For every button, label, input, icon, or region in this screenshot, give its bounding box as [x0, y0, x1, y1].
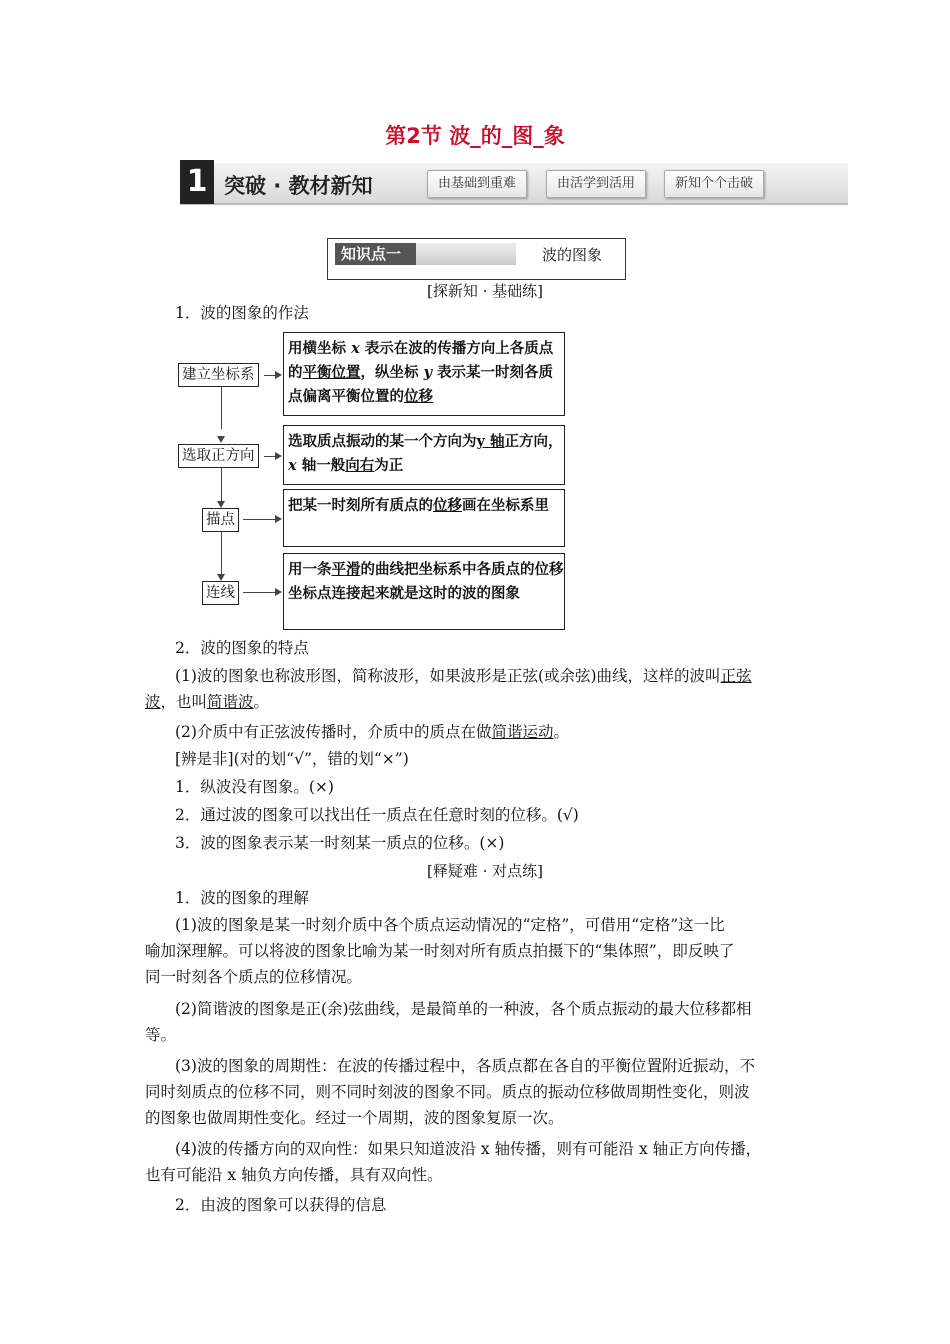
- judge-item: 2．通过波的图象可以找出任一质点在任意时刻的位移。(√): [175, 806, 579, 824]
- knowledge-point-title: 波的图象: [541, 246, 602, 264]
- flow-step-label: 连线: [202, 581, 239, 605]
- flow-arrow-right: [275, 452, 282, 460]
- flow-step-label: 选取正方向: [178, 444, 259, 468]
- judge-item: 3．波的图象表示某一时刻某一质点的位移。(×): [175, 834, 505, 852]
- flow-step-box: 把某一时刻所有质点的位移画在坐标系里: [283, 489, 565, 547]
- understand-paragraph: (3)波的图象的周期性：在波的传播过程中，各质点都在各自的平衡位置附近振动，不 同时刻质点的位移不同，则不同时刻波的图象不同。质点的振动位移做周期性变化，则波 的图象也做周期性变化。经过一个周期，波的图象复原一次。: [145, 1057, 755, 1127]
- page-title: 第2节 波_的_图_象: [385, 124, 565, 148]
- knowledge-point-tag: 知识点一: [335, 243, 421, 265]
- flow-connector: [243, 592, 276, 593]
- info-heading: 2．由波的图象可以获得的信息: [175, 1196, 387, 1214]
- judge-heading: [辨是非](对的划“√”，错的划“×”): [175, 750, 409, 768]
- subheading-explore: [探新知 · 基础练]: [427, 282, 544, 300]
- flow-step-box: 用一条平滑的曲线把坐标系中各质点的位移坐标点连接起来就是这时的波的图象: [283, 553, 565, 630]
- basic-to-hard-button[interactable]: 由基础到重难: [427, 170, 527, 198]
- flow-arrow-right: [275, 371, 282, 379]
- flow-connector: [221, 530, 222, 575]
- feature-paragraph: (2)介质中有正弦波传播时，介质中的质点在做简谐运动。: [175, 723, 569, 741]
- flow-step-label: 建立坐标系: [178, 363, 259, 387]
- knowledge-point-bar: [416, 243, 516, 265]
- flow-step-box: 用横坐标 x 表示在波的传播方向上各质点的平衡位置，纵坐标 y 表示某一时刻各质点偏离平衡位置的位移: [283, 332, 565, 416]
- understand-paragraph: (1)波的图象是某一时刻介质中各个质点运动情况的“定格”，可借用“定格”这一比 喻加深理解。可以将波的图象比喻为某一时刻对所有质点拍摄下的“集体照”，即反映了 同一时刻各个质点的位移情况。: [145, 916, 735, 986]
- flow-connector: [221, 385, 222, 429]
- flow-arrow-down: [217, 574, 225, 581]
- flow-arrow-down: [217, 501, 225, 508]
- flow-arrow-right: [275, 515, 282, 523]
- flow-connector: [243, 519, 276, 520]
- feature-paragraph: (1)波的图象也称波形图，简称波形，如果波形是正弦(或余弦)曲线，这样的波叫正弦 波，也叫简谐波。: [145, 667, 752, 711]
- flow-arrow-right: [275, 588, 282, 596]
- understand-paragraph: (4)波的传播方向的双向性：如果只知道波沿 x 轴传播，则有可能沿 x 轴正方向传播， 也有可能沿 x 轴负方向传播，具有双向性。: [145, 1140, 762, 1184]
- banner-number: 1: [180, 160, 214, 204]
- understand-heading: 1．波的图象的理解: [175, 889, 309, 907]
- flow-arrow-down: [217, 436, 225, 443]
- banner-title: 突破 · 教材新知: [224, 174, 373, 198]
- judge-item: 1．纵波没有图象。(×): [175, 778, 334, 796]
- section1-heading: 1．波的图象的作法: [175, 304, 309, 322]
- flow-step-box: 选取质点振动的某一个方向为y 轴正方向，x 轴一般向右为正: [283, 425, 565, 485]
- flow-connector: [221, 466, 222, 502]
- learn-to-apply-button[interactable]: 由活学到活用: [546, 170, 646, 198]
- subheading-explain: [释疑难 · 对点练]: [427, 862, 544, 880]
- flow-step-label: 描点: [202, 508, 239, 532]
- section2-heading: 2．波的图象的特点: [175, 639, 309, 657]
- understand-paragraph: (2)简谐波的图象是正(余)弦曲线，是最简单的一种波，各个质点振动的最大位移都相 等。: [145, 1000, 752, 1044]
- break-through-button[interactable]: 新知个个击破: [664, 170, 764, 198]
